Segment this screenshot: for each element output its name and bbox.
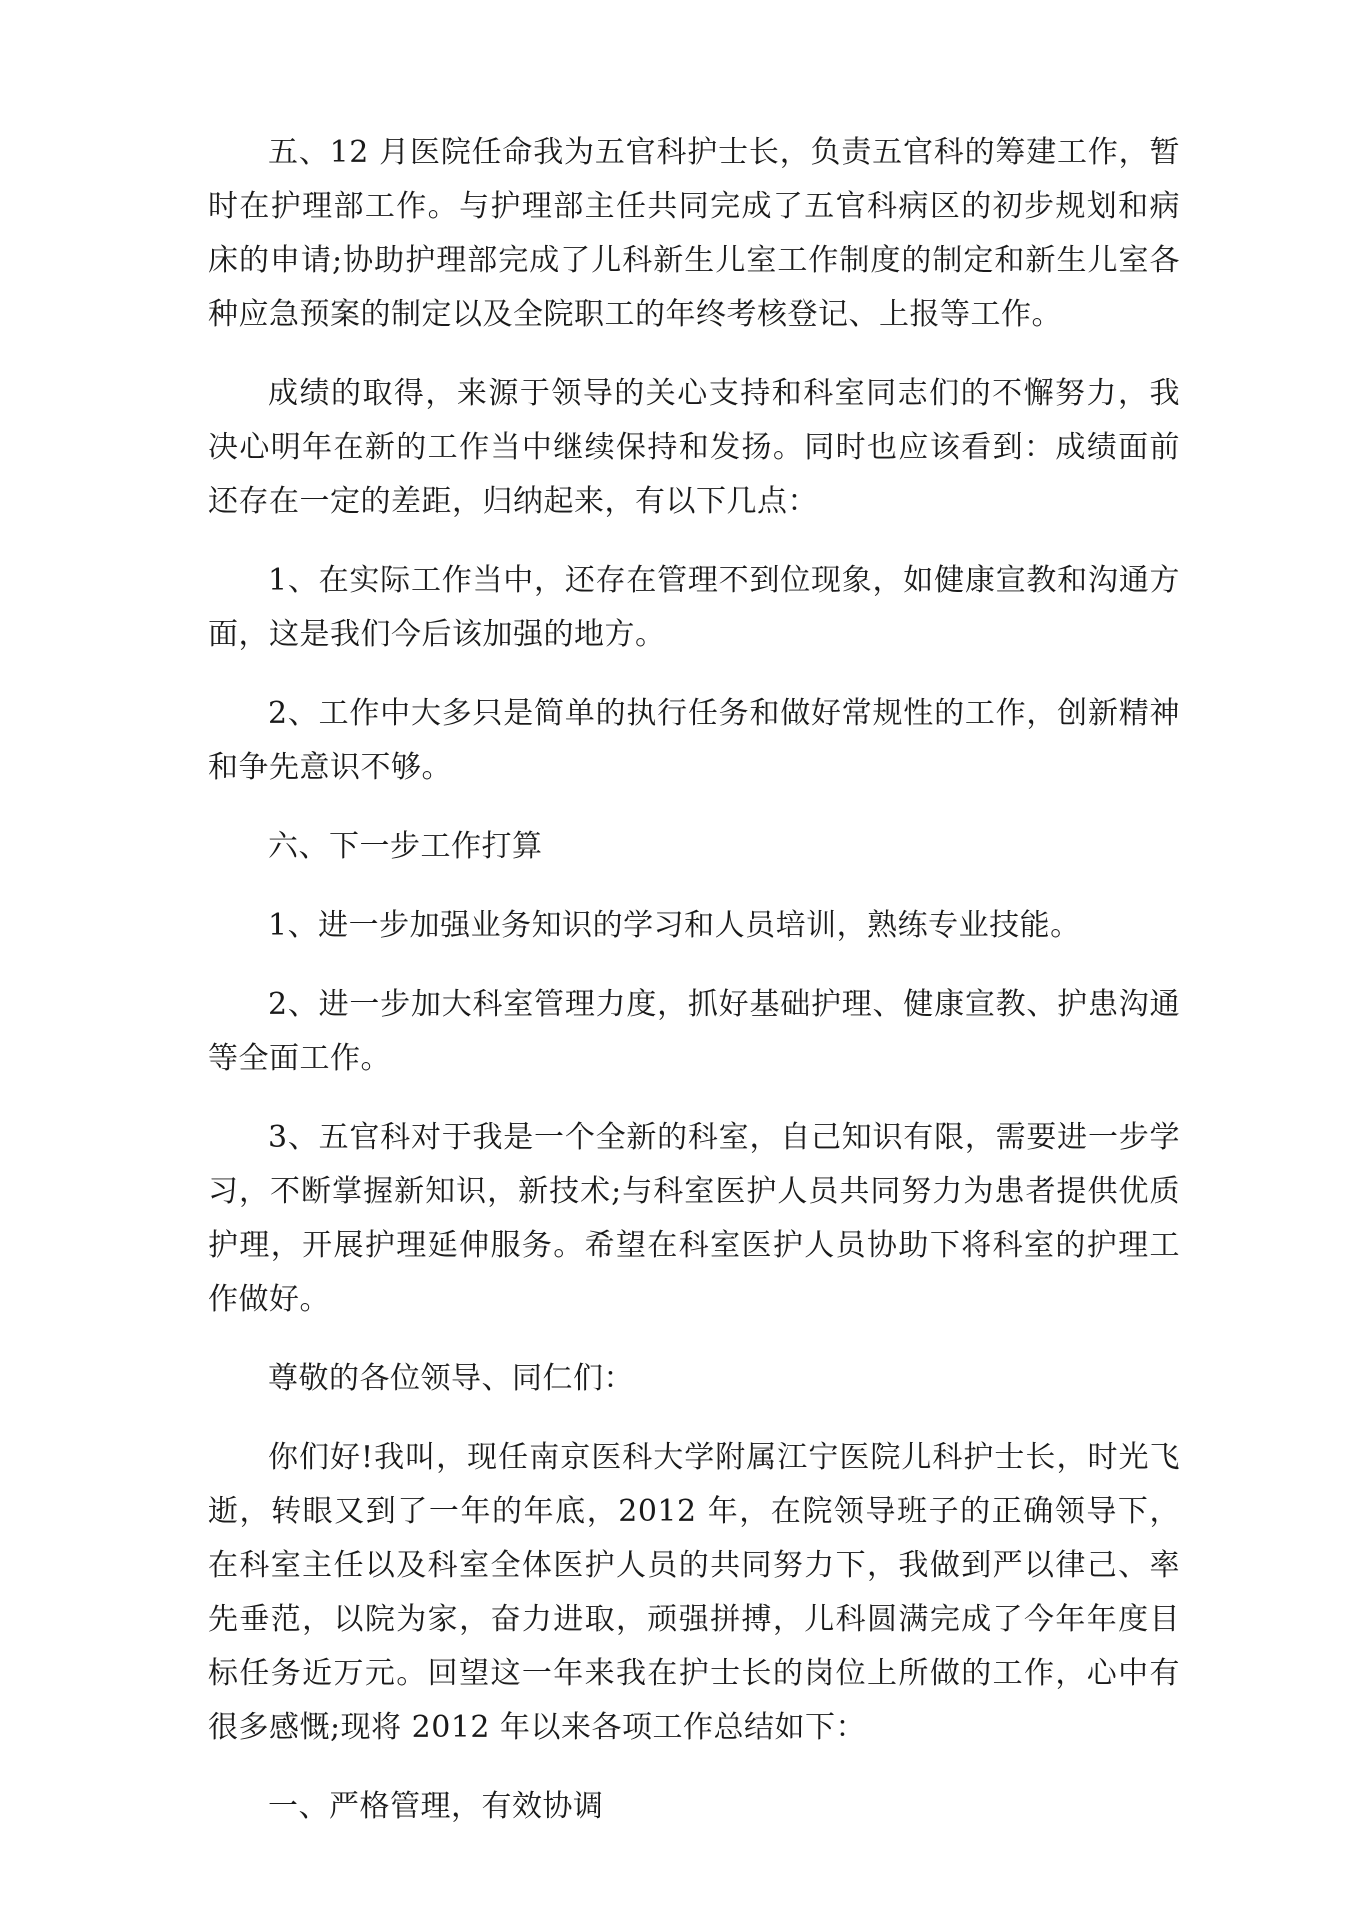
paragraph-3: 1、在实际工作当中，还存在管理不到位现象，如健康宣教和沟通方面，这是我们今后该加强的地方。 bbox=[208, 563, 1180, 652]
paragraph-1: 五、12 月医院任命我为五官科护士长，负责五官科的筹建工作，暂时在护理部工作。与护理部主任共同完成了五官科病区的初步规划和病床的申请;协助护理部完成了儿科新生儿室工作制度的制定和新生儿室各种应急预案的制定以及全院职工的年终考核登记、上报等工作。 bbox=[208, 135, 1180, 332]
paragraph-8: 3、五官科对于我是一个全新的科室，自己知识有限，需要进一步学习，不断掌握新知识，新技术;与科室医护人员共同努力为患者提供优质护理，开展护理延伸服务。希望在科室医护人员协助下将科室的护理工作做好。 bbox=[208, 1120, 1180, 1317]
section-heading-1: 一、严格管理，有效协调 bbox=[268, 1789, 604, 1824]
salutation: 尊敬的各位领导、同仁们： bbox=[268, 1361, 634, 1396]
paragraph-4: 2、工作中大多只是简单的执行任务和做好常规性的工作，创新精神和争先意识不够。 bbox=[208, 696, 1180, 785]
paragraph-10: 你们好!我叫，现任南京医科大学附属江宁医院儿科护士长，时光飞逝，转眼又到了一年的年底，2012 年，在院领导班子的正确领导下，在科室主任以及科室全体医护人员的共同努力下，我做到严以律己、率先垂范，以院为家，奋力进取，顽强拼搏，儿科圆满完成了今年年度目标任务近万元。回望这一年来我在护士长的岗位上所做的工作，心中有很多感慨;现将 2012 年以来各项工作总结如下： bbox=[208, 1440, 1180, 1745]
paragraph-6: 1、进一步加强业务知识的学习和人员培训，熟练专业技能。 bbox=[268, 908, 1081, 943]
paragraph-7: 2、进一步加大科室管理力度，抓好基础护理、健康宣教、护患沟通等全面工作。 bbox=[208, 987, 1180, 1076]
section-heading-6: 六、下一步工作打算 bbox=[268, 829, 543, 864]
paragraph-2: 成绩的取得，来源于领导的关心支持和科室同志们的不懈努力，我决心明年在新的工作当中继续保持和发扬。同时也应该看到：成绩面前还存在一定的差距，归纳起来，有以下几点： bbox=[208, 376, 1180, 519]
